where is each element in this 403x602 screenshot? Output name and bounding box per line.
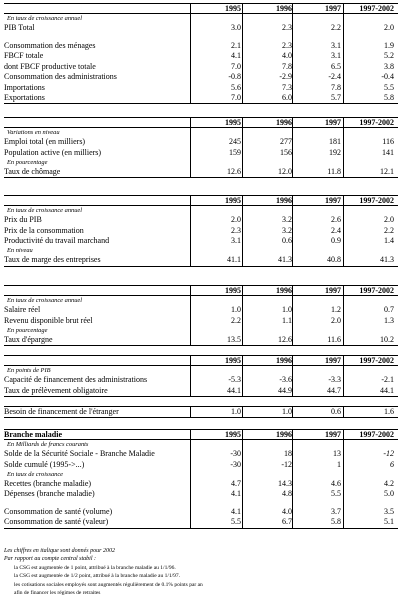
cell-value: 2.1 — [231, 40, 241, 50]
table-row — [4, 507, 398, 517]
row-label: Consommation de santé (volume) — [4, 506, 113, 516]
cell-value: 1.9 — [384, 40, 394, 50]
cell-value: 10.2 — [380, 334, 394, 344]
column-rule — [190, 429, 191, 528]
cell-value: 44.1 — [380, 385, 394, 395]
table-row — [4, 83, 398, 93]
column-rule — [242, 285, 243, 345]
column-rule — [242, 429, 243, 528]
cell-value: 5.6 — [231, 82, 241, 92]
footnote: Par rapport au compte central stabil : — [4, 556, 96, 563]
cell-value: 14.3 — [278, 478, 292, 488]
cell-value: 1 — [337, 459, 341, 469]
column-rule — [292, 355, 293, 396]
row-label: Prix de la consommation — [4, 225, 84, 235]
block-top-rule — [4, 406, 398, 407]
row-label: Prix du PIB — [4, 215, 42, 225]
cell-value: 3.1 — [331, 40, 341, 50]
column-rule — [292, 3, 293, 103]
cell-value: 12.1 — [380, 166, 394, 176]
block-top-rule — [4, 3, 398, 4]
cell-value: 4.7 — [231, 478, 241, 488]
cell-value: -30 — [230, 449, 241, 459]
table-row — [4, 215, 398, 225]
row-label: Taux de prélèvement obligatoire — [4, 385, 108, 395]
row-label: Productivité du travail marchand — [4, 236, 110, 246]
cell-value: 13 — [333, 449, 341, 459]
table-row — [4, 255, 398, 265]
cell-value: 1995 — [225, 4, 241, 13]
cell-value: 1.0 — [231, 407, 241, 416]
block-bottom-rule — [4, 177, 398, 178]
row-label: Importations — [4, 82, 45, 92]
section-label-text: En taux de croissance — [7, 471, 64, 479]
cell-value: 1996 — [276, 430, 292, 439]
cell-value: 2.2 — [231, 315, 241, 325]
cell-value: 1996 — [276, 4, 292, 13]
cell-value: 40.8 — [327, 255, 341, 265]
cell-value: 192 — [329, 147, 341, 157]
cell-value: 41.3 — [380, 255, 394, 265]
cell-value: 7.8 — [331, 82, 341, 92]
table-row — [4, 236, 398, 246]
row-label: Capacité de financement des administrations — [4, 375, 148, 385]
table-row — [4, 407, 398, 417]
block-bottom-rule — [4, 266, 398, 267]
block-top-rule — [4, 117, 398, 118]
cell-value: 1997 — [325, 356, 341, 365]
cell-value: 5.1 — [384, 517, 394, 527]
row-label: Solde de la Sécurité Sociale - Branche Maladie — [4, 449, 155, 459]
cell-value: 7.0 — [231, 61, 241, 71]
cell-value: 44.9 — [278, 385, 292, 395]
block-bottom-rule — [4, 345, 398, 346]
cell-value: 5.8 — [384, 92, 394, 102]
cell-value: 18 — [284, 449, 292, 459]
cell-value: 7.3 — [282, 82, 292, 92]
table-row — [4, 62, 398, 72]
cell-value: 1995 — [225, 196, 241, 205]
cell-value: 2.0 — [331, 315, 341, 325]
cell-value: 1995 — [225, 356, 241, 365]
cell-value: 44.1 — [227, 385, 241, 395]
block-bottom-rule — [4, 528, 398, 529]
cell-value: 7.0 — [231, 92, 241, 102]
cell-value: 156 — [280, 147, 292, 157]
table-row — [4, 72, 398, 82]
cell-value: 1.4 — [384, 236, 394, 246]
cell-value: -2.1 — [381, 375, 394, 385]
cell-value: -0.8 — [228, 72, 241, 82]
cell-value: 2.0 — [384, 215, 394, 225]
row-label: Population active (en milliers) — [4, 147, 102, 157]
cell-value: 5.0 — [384, 489, 394, 499]
cell-value: 1995 — [225, 118, 241, 127]
cell-value: -2.4 — [328, 72, 341, 82]
cell-value: 2.3 — [231, 225, 241, 235]
cell-value: 5.2 — [384, 51, 394, 61]
cell-value: -3.3 — [328, 375, 341, 385]
row-label: FBCF totale — [4, 51, 44, 61]
row-label: Taux de chômage — [4, 166, 61, 176]
table-row — [4, 449, 398, 459]
cell-value: 41.3 — [278, 255, 292, 265]
block-top-rule — [4, 285, 398, 286]
cell-value: 0.6 — [331, 407, 341, 416]
cell-value: 5.5 — [231, 517, 241, 527]
cell-value: 11.6 — [327, 334, 341, 344]
cell-value: 1.3 — [384, 315, 394, 325]
cell-value: 3.5 — [384, 506, 394, 516]
cell-value: 277 — [280, 137, 292, 147]
section-label-text: Variations en niveau — [7, 129, 60, 137]
cell-value: 3.2 — [282, 225, 292, 235]
cell-value: 1.0 — [231, 305, 241, 315]
row-label: Branche maladie — [4, 430, 62, 439]
row-label: dont FBCF productive totale — [4, 61, 96, 71]
cell-value: 2.3 — [282, 23, 292, 33]
column-rule — [242, 406, 243, 417]
block-top-rule — [4, 355, 398, 356]
block-top-rule — [4, 429, 398, 430]
cell-value: 5.5 — [331, 489, 341, 499]
cell-value: 6 — [390, 459, 394, 469]
cell-value: 3.7 — [331, 506, 341, 516]
row-label: Salaire réel — [4, 305, 41, 315]
cell-value: -30 — [230, 459, 241, 469]
table-row — [4, 489, 398, 499]
block-top-rule — [4, 195, 398, 196]
column-rule — [190, 3, 191, 103]
table-row — [4, 335, 398, 345]
table-row — [4, 41, 398, 51]
column-rule — [242, 3, 243, 103]
cell-value: 1997-2002 — [359, 286, 394, 295]
cell-value: 116 — [382, 137, 394, 147]
cell-value: 1.0 — [282, 305, 292, 315]
section-label-text: En pourcentage — [7, 327, 48, 335]
column-rule — [190, 195, 191, 266]
cell-value: 1997-2002 — [359, 4, 394, 13]
cell-value: 159 — [229, 147, 241, 157]
column-rule — [343, 3, 344, 103]
table-row — [4, 386, 398, 396]
cell-value: 2.2 — [384, 225, 394, 235]
cell-value: 1997 — [325, 286, 341, 295]
row-label: PIB Total — [4, 23, 35, 33]
cell-value: 4.0 — [282, 51, 292, 61]
row-label: Emploi total (en milliers) — [4, 137, 86, 147]
cell-value: 1.1 — [282, 315, 292, 325]
cell-value: 1.2 — [331, 305, 341, 315]
row-label: Taux de marge des entreprises — [4, 255, 101, 265]
footnote: afin de financer les régimes de retraites — [14, 590, 101, 596]
cell-value: 4.1 — [231, 506, 241, 516]
table-row — [4, 23, 398, 33]
row-label: Consommation des administrations — [4, 72, 117, 82]
cell-value: -0.4 — [381, 72, 394, 82]
cell-value: 5.5 — [384, 82, 394, 92]
cell-value: 1996 — [276, 118, 292, 127]
cell-value: 12.6 — [278, 334, 292, 344]
cell-value: 1995 — [225, 286, 241, 295]
row-label: Besoin de financement de l'étranger — [4, 407, 119, 416]
cell-value: 1.6 — [384, 407, 394, 416]
cell-value: 2.2 — [331, 23, 341, 33]
section-label-text: En taux de croissance annuel — [7, 297, 83, 305]
cell-value: 2.0 — [231, 215, 241, 225]
footnote: la CSG est augmentée de 1/2 point, attribué à la branche maladie au 1/1/97. — [14, 573, 181, 580]
cell-value: -12 — [383, 449, 394, 459]
cell-value: 1997 — [325, 118, 341, 127]
table-row — [4, 460, 398, 470]
row-label: Consommation des ménages — [4, 40, 96, 50]
cell-value: 1996 — [276, 356, 292, 365]
cell-value: 1997-2002 — [359, 356, 394, 365]
section-label-text: En taux de croissance annuel — [7, 207, 83, 215]
cell-value: 3.1 — [231, 236, 241, 246]
cell-value: 1997 — [325, 430, 341, 439]
column-rule — [190, 117, 191, 177]
cell-value: 0.7 — [384, 305, 394, 315]
cell-value: 6.5 — [331, 61, 341, 71]
table-row — [4, 148, 398, 158]
cell-value: 1997 — [325, 196, 341, 205]
cell-value: 6.0 — [282, 92, 292, 102]
row-label: Revenu disponible brut réel — [4, 315, 93, 325]
column-rule — [190, 285, 191, 345]
cell-value: -2.9 — [279, 72, 292, 82]
table-row — [4, 51, 398, 61]
row-label: Recettes (branche maladie) — [4, 478, 92, 488]
cell-value: 4.2 — [384, 478, 394, 488]
table-row — [4, 316, 398, 326]
row-label: Consommation de santé (valeur) — [4, 517, 109, 527]
cell-value: 5.7 — [331, 92, 341, 102]
cell-value: 1.0 — [282, 407, 292, 416]
section-label-text: En Milliards de francs courants — [7, 441, 89, 449]
cell-value: 44.7 — [327, 385, 341, 395]
column-rule — [292, 285, 293, 345]
column-rule — [190, 355, 191, 396]
section-label-text: En taux de croissance annuel — [7, 15, 83, 23]
cell-value: 2.6 — [331, 215, 341, 225]
block-bottom-rule — [4, 396, 398, 397]
cell-value: 1996 — [276, 286, 292, 295]
table-row — [4, 167, 398, 177]
column-rule — [343, 429, 344, 528]
cell-value: 12.6 — [227, 166, 241, 176]
table-row — [4, 226, 398, 236]
column-rule — [242, 195, 243, 266]
column-rule — [242, 117, 243, 177]
column-rule — [292, 406, 293, 417]
cell-value: 245 — [229, 137, 241, 147]
cell-value: 4.0 — [282, 506, 292, 516]
cell-value: 4.6 — [331, 478, 341, 488]
cell-value: 1996 — [276, 196, 292, 205]
cell-value: 2.0 — [384, 23, 394, 33]
row-label: Dépenses (branche maladie) — [4, 489, 95, 499]
cell-value: -12 — [281, 459, 292, 469]
column-rule — [343, 285, 344, 345]
column-rule — [292, 195, 293, 266]
row-label: Solde cumulé (1995->...) — [4, 459, 85, 469]
cell-value: -3.6 — [279, 375, 292, 385]
cell-value: 1997-2002 — [359, 196, 394, 205]
column-rule — [343, 406, 344, 417]
table-row — [4, 375, 398, 385]
cell-value: 3.8 — [384, 61, 394, 71]
column-rule — [292, 429, 293, 528]
section-label-text: En points de PIB — [7, 367, 51, 375]
cell-value: 13.5 — [227, 334, 241, 344]
cell-value: 2.4 — [331, 225, 341, 235]
table-row — [4, 479, 398, 489]
table-row — [4, 305, 398, 315]
footnote: Les chiffres en italique sont donnés pour 2002 — [4, 548, 115, 554]
footnote: les cotisations sociales employés sont augmentés régulièrement de 0.1% points par an — [14, 581, 203, 588]
cell-value: -5.3 — [228, 375, 241, 385]
column-rule — [242, 355, 243, 396]
cell-value: 12.0 — [278, 166, 292, 176]
section-label-text: En niveau — [7, 247, 33, 255]
cell-value: 7.8 — [282, 61, 292, 71]
cell-value: 5.8 — [331, 517, 341, 527]
cell-value: 4.1 — [231, 51, 241, 61]
cell-value: 0.9 — [331, 236, 341, 246]
footnote: la CSG est augmentée de 1 point, attribué à la branche maladie au 1/1/96. — [14, 564, 176, 571]
cell-value: 3.2 — [282, 215, 292, 225]
cell-value: 0.6 — [282, 236, 292, 246]
row-label: Taux d'épargne — [4, 334, 53, 344]
cell-value: 3.1 — [331, 51, 341, 61]
column-rule — [343, 195, 344, 266]
row-label: Exportations — [4, 92, 45, 102]
block-bottom-rule — [4, 103, 398, 104]
cell-value: 41.1 — [227, 255, 241, 265]
cell-value: 3.0 — [231, 23, 241, 33]
cell-value: 1997 — [325, 4, 341, 13]
cell-value: 4.8 — [282, 489, 292, 499]
cell-value: 1997-2002 — [359, 118, 394, 127]
table-row — [4, 93, 398, 103]
cell-value: 1995 — [225, 430, 241, 439]
column-rule — [343, 355, 344, 396]
column-rule — [292, 117, 293, 177]
table-row — [4, 137, 398, 147]
cell-value: 1997-2002 — [359, 430, 394, 439]
table-row — [4, 517, 398, 527]
section-label-text: En pourcentage — [7, 159, 48, 167]
cell-value: 6.7 — [282, 517, 292, 527]
column-rule — [343, 117, 344, 177]
cell-value: 11.8 — [327, 166, 341, 176]
cell-value: 141 — [382, 147, 394, 157]
cell-value: 181 — [329, 137, 341, 147]
column-rule — [190, 406, 191, 417]
block-bottom-rule — [4, 417, 398, 418]
cell-value: 2.3 — [282, 40, 292, 50]
cell-value: 4.1 — [231, 489, 241, 499]
